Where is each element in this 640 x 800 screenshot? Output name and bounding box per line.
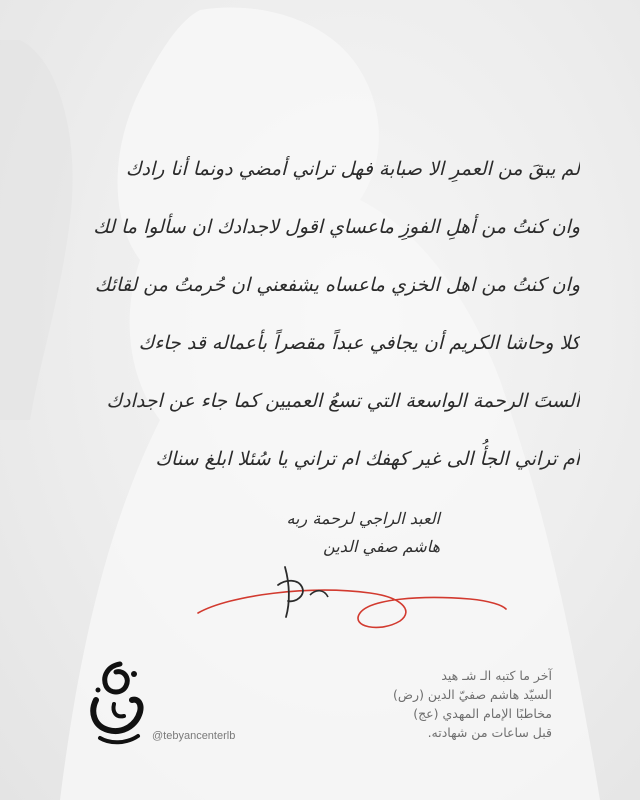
letter-line-5: ألستَ الرحمة الواسعة التي تسعُ العميين كما جاء عن اجدادك xyxy=(106,390,580,412)
letter-closing xyxy=(286,505,440,561)
caption-line-1: آخر ما كتبه الـ شـ هيد xyxy=(441,668,552,683)
calligraphy-logo-icon xyxy=(86,660,150,746)
caption-line-3: مخاطبًا الإمام المهدي (عج) xyxy=(413,706,552,721)
social-handle: @tebyancenterlb xyxy=(152,730,236,742)
letter-line-4: كلا وحاشا الكريم أن يجافي عبداً مقصراً بأعماله قد جاءك xyxy=(138,332,580,354)
closing-servant-line: العبد الراجي لرحمة ربه xyxy=(286,509,440,528)
letter-line-3: وان كنتُ من اهل الخزي ماعساه يشفعني ان حُرمتُ من لقائك xyxy=(94,274,580,296)
closing-name-line: هاشم صفي الدين xyxy=(323,537,440,556)
letter-line-6: أم تراني الجأُ الى غير كهفك ام تراني يا سُئلا ابلغ سناك xyxy=(155,448,580,470)
letter-line-2: وان كنتُ من أهلِ الفوزِ ماعساي اقول لاجدادك ان سألوا ما لك xyxy=(93,216,580,238)
signature-icon xyxy=(190,555,510,635)
caption-line-4: قبل ساعات من شهادته. xyxy=(427,725,552,740)
letter-line-1: لم يبقَ من العمرِ الا صبابة فهل تراني أمضي دونما أنا رادك xyxy=(125,158,580,180)
caption-line-2: السيّد هاشم صفيّ الدين (رض) xyxy=(393,687,552,702)
handwritten-letter xyxy=(60,140,580,488)
caption-block xyxy=(332,666,552,742)
